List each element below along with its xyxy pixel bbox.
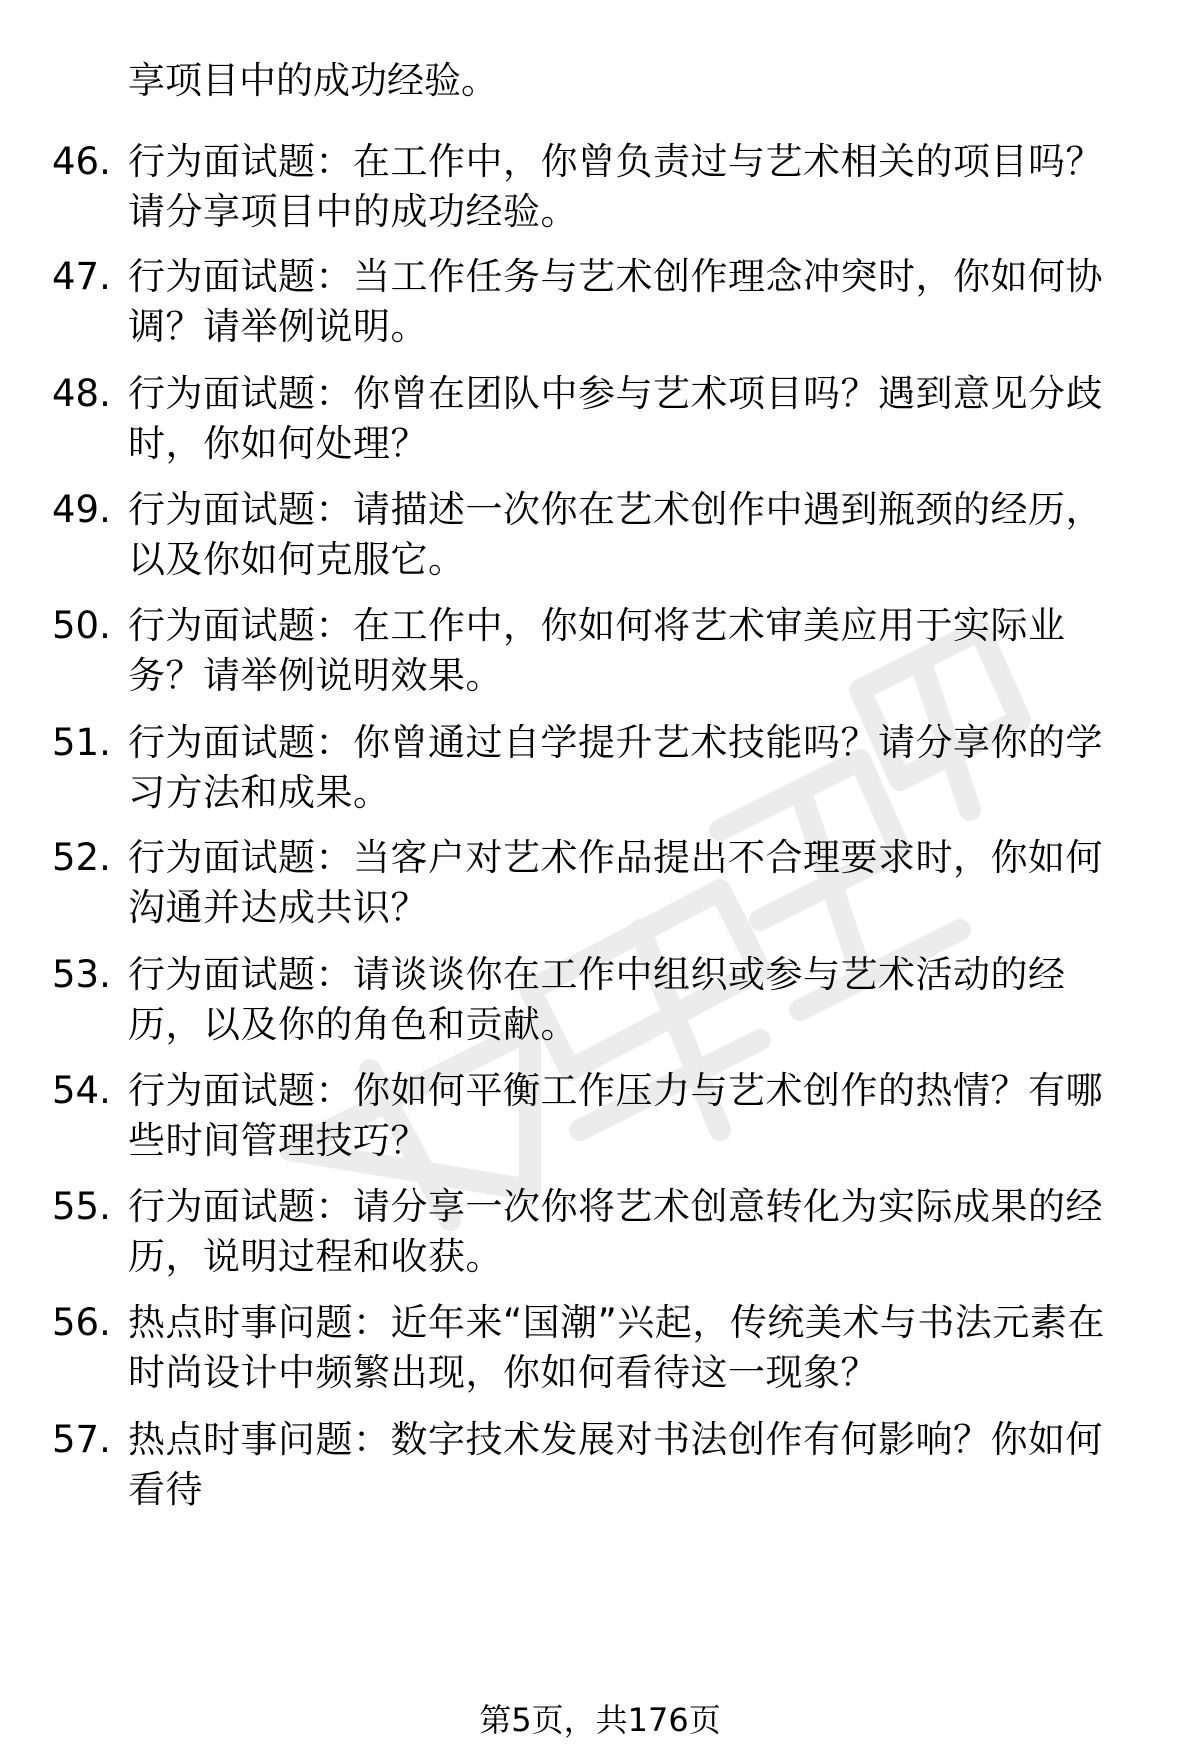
question-text: 行为面试题：请描述一次你在艺术创作中遇到瓶颈的经历，以及你如何克服它。 (128, 488, 1103, 581)
question-number: 56. (52, 1301, 111, 1344)
question-number: 54. (52, 1069, 111, 1112)
question-number: 52. (52, 836, 111, 879)
question-text: 热点时事问题：近年来“国潮”兴起，传统美术与书法元素在时尚设计中频繁出现，你如何看待这一现象？ (128, 1301, 1105, 1394)
question-text: 行为面试题：你曾通过自学提升艺术技能吗？请分享你的学习方法和成果。 (128, 721, 1103, 814)
continued-text: 享项目中的成功经验。 (128, 59, 498, 102)
question-number: 48. (52, 372, 111, 415)
question-text: 行为面试题：你如何平衡工作压力与艺术创作的热情？有哪些时间管理技巧？ (128, 1069, 1103, 1162)
question-number: 46. (52, 140, 111, 183)
question-number: 51. (52, 721, 111, 764)
question-number: 49. (52, 488, 111, 531)
question-number: 57. (52, 1418, 111, 1461)
page-footer: 第5页，共176页 (479, 1701, 721, 1739)
question-text: 行为面试题：你曾在团队中参与艺术项目吗？遇到意见分歧时，你如何处理？ (128, 372, 1103, 465)
question-number: 50. (52, 604, 111, 647)
question-text: 行为面试题：在工作中，你曾负责过与艺术相关的项目吗？请分享项目中的成功经验。 (128, 140, 1103, 233)
question-text: 行为面试题：当工作任务与艺术创作理念冲突时，你如何协调？请举例说明。 (128, 255, 1103, 348)
question-number: 47. (52, 255, 111, 298)
question-text: 行为面试题：请分享一次你将艺术创意转化为实际成果的经历，说明过程和收获。 (128, 1185, 1103, 1278)
question-text: 行为面试题：当客户对艺术作品提出不合理要求时，你如何沟通并达成共识？ (128, 836, 1103, 929)
question-text: 行为面试题：在工作中，你如何将艺术审美应用于实际业务？请举例说明效果。 (128, 604, 1066, 697)
question-number: 53. (52, 953, 111, 996)
question-text: 行为面试题：请谈谈你在工作中组织或参与艺术活动的经历，以及你的角色和贡献。 (128, 953, 1066, 1046)
question-text: 热点时事问题：数字技术发展对书法创作有何影响？你如何看待 (128, 1418, 1103, 1511)
question-number: 55. (52, 1185, 111, 1228)
